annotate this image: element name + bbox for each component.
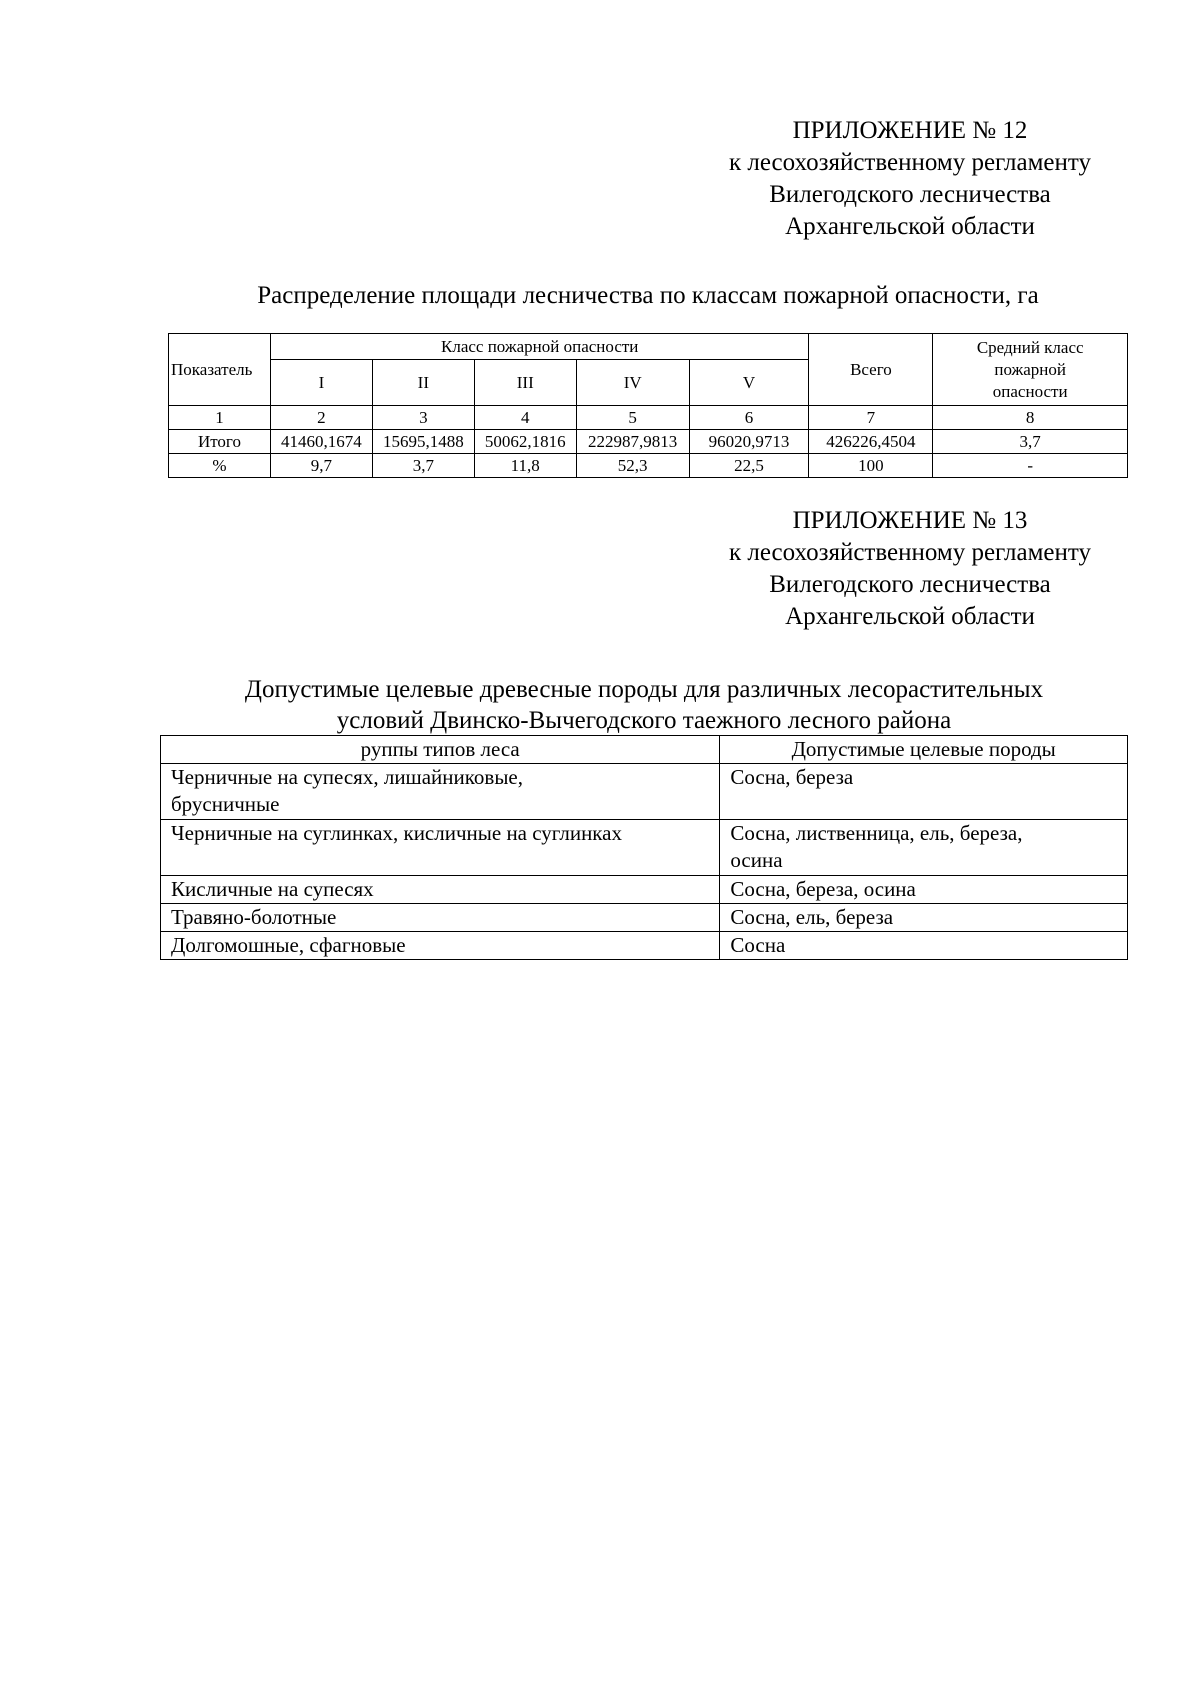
appendix-13-line1: к лесохозяйственному регламенту	[728, 539, 1092, 566]
column-number: 7	[809, 406, 933, 430]
species-table-title	[160, 674, 1128, 736]
table-cell: -	[933, 454, 1128, 478]
species-table-title-line2: условий Двинско-Вычегодского таежного лесного района	[336, 707, 952, 734]
table-row-percent	[169, 454, 1128, 478]
header-average-line2: пожарной	[994, 359, 1067, 379]
table-cell: 22,5	[689, 454, 809, 478]
forest-group-cell	[161, 764, 720, 820]
forest-group-line: Черничные на суглинках, кисличные на суглинках	[171, 821, 623, 845]
table-row	[161, 904, 1128, 932]
table-cell: 3,7	[372, 454, 474, 478]
header-forest-groups: руппы типов леса	[161, 736, 720, 764]
table-cell: 52,3	[576, 454, 689, 478]
table-cell: 41460,1674	[270, 430, 372, 454]
appendix-13-line3: Архангельской области	[785, 603, 1035, 630]
appendix-13-heading	[690, 505, 1130, 633]
forest-group-cell: Кисличные на супесях	[161, 876, 720, 904]
table-cell: 3,7	[933, 430, 1128, 454]
species-cell	[720, 764, 1128, 820]
forest-group-cell: Долгомошные, сфагновые	[161, 932, 720, 960]
appendix-12-line2: Вилегодского лесничества	[769, 181, 1051, 208]
table-cell: 100	[809, 454, 933, 478]
header-class-4: IV	[576, 360, 689, 406]
column-number: 4	[474, 406, 576, 430]
table-cell: Итого	[169, 430, 271, 454]
header-class-1: I	[270, 360, 372, 406]
column-number: 8	[933, 406, 1128, 430]
header-total: Всего	[809, 334, 933, 406]
species-cell: Сосна, ель, береза	[720, 904, 1128, 932]
header-class-3: III	[474, 360, 576, 406]
table-row	[161, 764, 1128, 820]
table-cell: 96020,9713	[689, 430, 809, 454]
column-number: 1	[169, 406, 271, 430]
header-class-5: V	[689, 360, 809, 406]
species-line: Сосна, береза	[730, 765, 854, 789]
forest-group-line: Черничные на супесях, лишайниковые,	[171, 765, 523, 789]
table-cell: %	[169, 454, 271, 478]
header-class-2: II	[372, 360, 474, 406]
forest-group-cell: Травяно-болотные	[161, 904, 720, 932]
species-table-title-line1: Допустимые целевые древесные породы для различных лесорастительных	[244, 676, 1044, 703]
appendix-13-line2: Вилегодского лесничества	[769, 571, 1051, 598]
appendix-12-line3: Архангельской области	[785, 213, 1035, 240]
forest-group-cell	[161, 820, 720, 876]
column-number: 5	[576, 406, 689, 430]
table-row	[161, 932, 1128, 960]
species-line: осина	[730, 848, 783, 872]
species-line: Сосна, лиственница, ель, береза,	[730, 821, 1023, 845]
table-cell: 50062,1816	[474, 430, 576, 454]
header-average-line1: Средний класс	[976, 337, 1084, 357]
header-average-line3: опасности	[992, 381, 1068, 401]
header-indicator: Показатель	[169, 334, 271, 406]
table-cell: 222987,9813	[576, 430, 689, 454]
appendix-12-title: ПРИЛОЖЕНИЕ № 12	[792, 117, 1028, 144]
species-cell	[720, 820, 1128, 876]
appendix-12-line1: к лесохозяйственному регламенту	[728, 149, 1092, 176]
appendix-12-heading	[690, 115, 1130, 243]
header-average-class	[933, 334, 1128, 406]
table-row	[161, 876, 1128, 904]
column-number-row	[169, 406, 1128, 430]
column-number: 2	[270, 406, 372, 430]
table-row-total	[169, 430, 1128, 454]
target-species-table	[160, 735, 1128, 960]
species-cell: Сосна, береза, осина	[720, 876, 1128, 904]
table-cell: 9,7	[270, 454, 372, 478]
column-number: 6	[689, 406, 809, 430]
table-cell: 11,8	[474, 454, 576, 478]
fire-table-title: Распределение площади лесничества по классам пожарной опасности, га	[257, 282, 1039, 309]
table-row	[161, 820, 1128, 876]
species-cell: Сосна	[720, 932, 1128, 960]
fire-class-table	[168, 333, 1128, 478]
table-cell: 15695,1488	[372, 430, 474, 454]
header-fire-class: Класс пожарной опасности	[270, 334, 809, 360]
header-target-species: Допустимые целевые породы	[720, 736, 1128, 764]
forest-group-line: брусничные	[171, 792, 280, 816]
table-cell: 426226,4504	[809, 430, 933, 454]
column-number: 3	[372, 406, 474, 430]
appendix-13-title: ПРИЛОЖЕНИЕ № 13	[792, 507, 1028, 534]
